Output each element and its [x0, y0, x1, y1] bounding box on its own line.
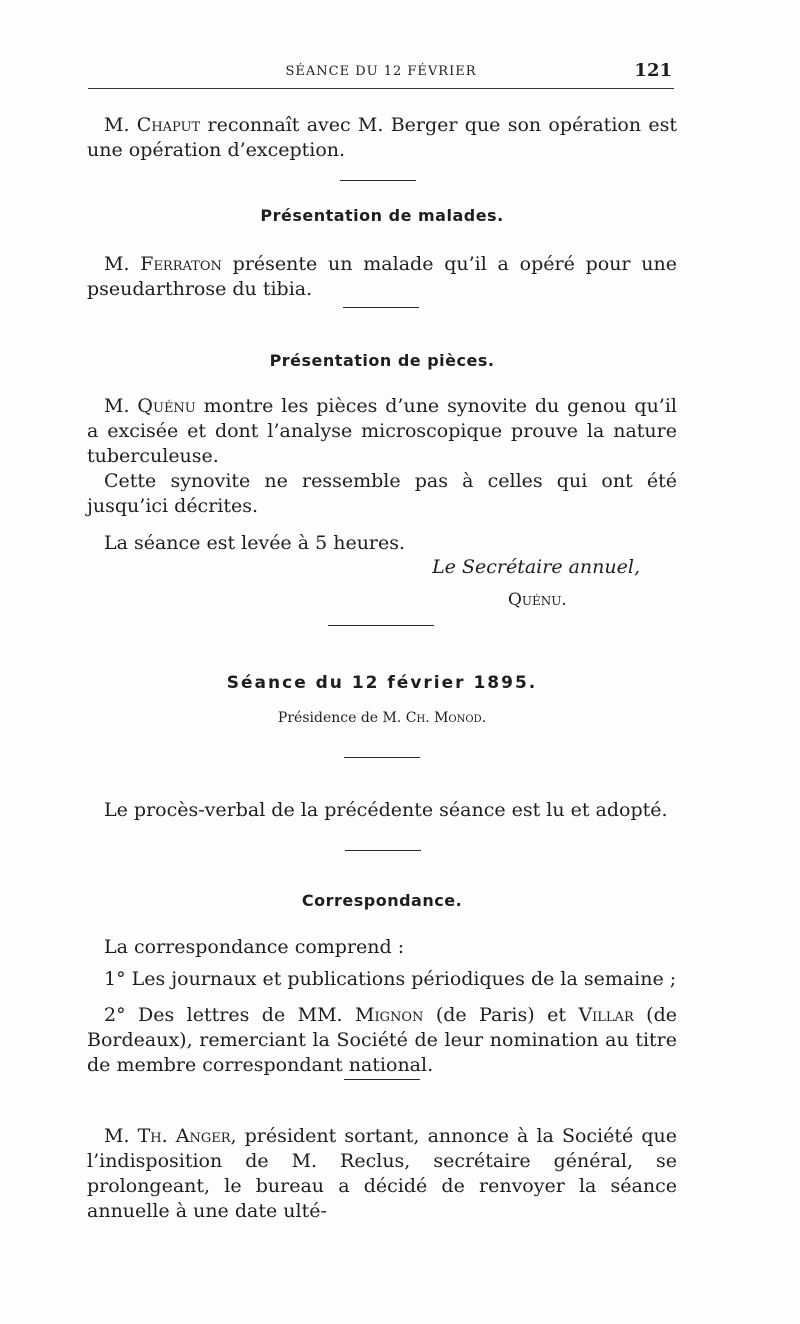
heading-correspondance: Correspondance.: [301, 891, 463, 910]
seance-title: Séance du 12 février 1895.: [226, 673, 538, 693]
correspondent-name: Mignon: [355, 1004, 424, 1026]
heading-presentation-pieces: Présentation de pièces.: [269, 351, 495, 370]
paragraph-text: présente un malade qu’il a opéré pour une pseudarthrose du tibia.: [87, 253, 678, 300]
speaker-name: M. Th. Anger: [104, 1125, 231, 1147]
text-fragment: 2° Des lettres de MM.: [104, 1004, 356, 1026]
paragraph-journaux: 1° Les journaux et publications périodiques de la semaine ;: [104, 968, 677, 990]
signature-role: Le Secrétaire annuel,: [432, 556, 640, 578]
page-number: 121: [634, 60, 672, 81]
presidence-line: [87, 710, 677, 726]
president-name: Ch. Monod.: [405, 710, 487, 726]
running-head-title: SÉANCE DU 12 FÉVRIER: [285, 64, 477, 79]
paragraph-ferraton: [87, 252, 677, 302]
text-fragment: (de Paris) et: [423, 1004, 579, 1026]
paragraph-quenu: [87, 394, 677, 469]
paragraph-correspondance: La correspondance comprend :: [104, 936, 405, 958]
paragraph-proces-verbal: Le procès-verbal de la précédente séance est lu et adopté.: [104, 799, 668, 821]
signature-name: Quénu.: [508, 590, 567, 610]
section-rule: [344, 757, 420, 758]
presidence-prefix: Présidence de M.: [277, 710, 406, 726]
heading-presentation-malades: Présentation de malades.: [260, 206, 504, 225]
running-head: [88, 60, 674, 89]
text-fragment: (de Bordeaux), remerciant la Société de leur nomination au titre de membre correspondant national.: [87, 1004, 678, 1076]
paragraph-synovite: Cette synovite ne ressemble pas à celles qui ont été jusqu’ici décrites.: [87, 470, 677, 517]
paragraph-seance-levee: La séance est levée à 5 heures.: [104, 532, 406, 554]
section-rule: [345, 850, 421, 851]
paragraph-chaput: [87, 113, 677, 163]
section-rule: [328, 625, 434, 626]
paragraph-lettres: [87, 1003, 677, 1078]
paragraph-text: , président sortant, annonce à la Société que l’indisposition de M. Reclus, secrétaire général, se prolongeant, le bureau a décidé de renvoyer la séance annuelle à une date ulté-: [87, 1125, 677, 1222]
speaker-name: M. Chaput: [104, 114, 201, 136]
speaker-name: M. Ferraton: [104, 253, 222, 275]
section-rule: [344, 1079, 420, 1080]
section-rule: [340, 180, 416, 181]
correspondent-name: Villar: [578, 1004, 634, 1026]
paragraph-text: reconnaît avec M. Berger que son opération est une opération d’exception.: [87, 114, 677, 161]
paragraph-anger: [87, 1124, 677, 1224]
section-rule: [343, 307, 419, 308]
speaker-name: M. Quénu: [104, 395, 196, 417]
paragraph-text: montre les pièces d’une synovite du genou qu’il a excisée et dont l’analyse microscopique prouve la nature tuberculeuse.: [87, 395, 677, 467]
